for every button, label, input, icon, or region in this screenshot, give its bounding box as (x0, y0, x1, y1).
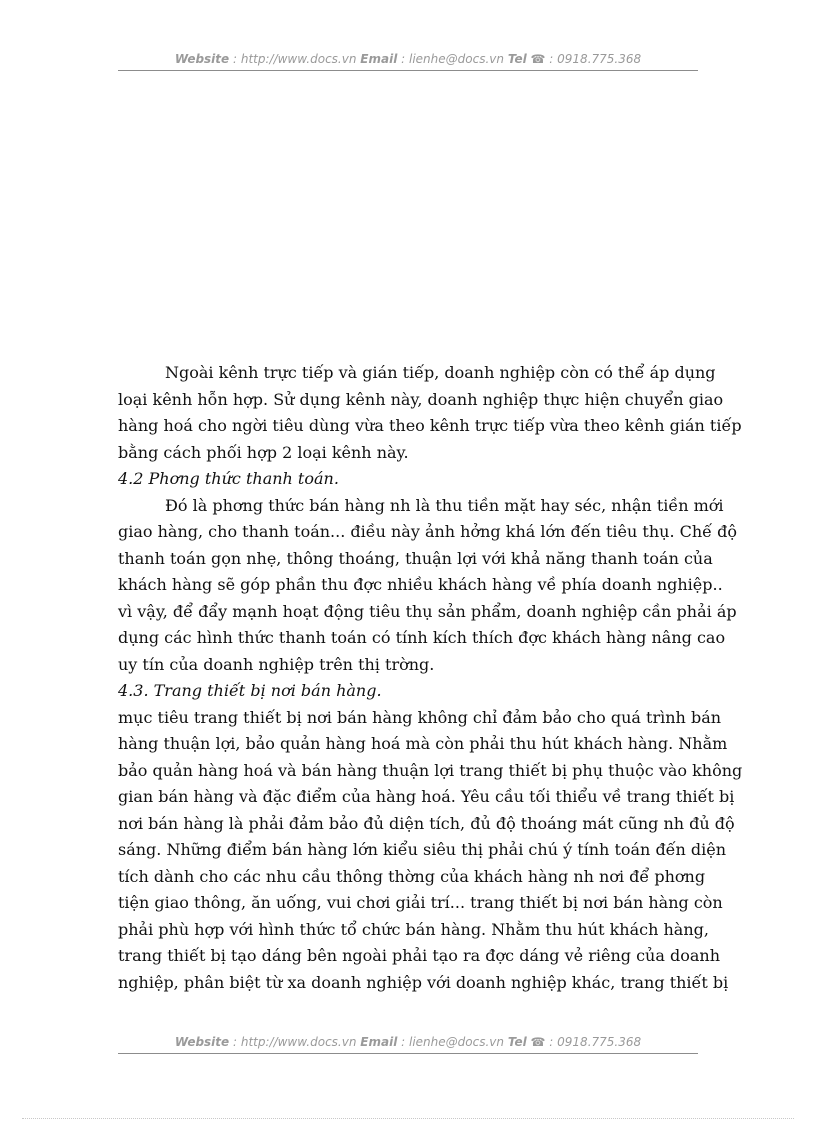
text-line: uy tín của doanh nghiệp trên thị trờng. (118, 654, 435, 674)
text-line: sáng. Những điểm bán hàng lớn kiểu siêu thị phải chú ý tính toán đến diện (118, 840, 727, 859)
text-line: tích dành cho các nhu cầu thông thờng của khách hàng nh nơi để phơng (118, 866, 706, 886)
text-line: giao hàng, cho thanh toán... điều này ảnh hởng khá lớn đến tiêu thụ. Chế độ (118, 522, 737, 541)
text-line: phải phù hợp với hình thức tổ chức bán hàng. Nhằm thu hút khách hàng, (118, 919, 709, 939)
text-line: dụng các hình thức thanh toán có tính kích thích đợc khách hàng nâng cao (118, 628, 726, 647)
header-divider (118, 70, 698, 71)
footer-website-label: Website (174, 1035, 230, 1049)
paragraph-equipment (118, 705, 743, 997)
text-line: bằng cách phối hợp 2 loại kênh này. (118, 442, 409, 462)
text-line: khách hàng sẽ góp phần thu đợc nhiều khách hàng về phía doanh nghiệp.. (118, 575, 723, 594)
page-footer (118, 1035, 698, 1049)
text-line: trang thiết bị tạo dáng bên ngoài phải tạo ra đợc dáng vẻ riêng của doanh (118, 946, 720, 965)
text-line: mục tiêu trang thiết bị nơi bán hàng không chỉ đảm bảo cho quá trình bán (118, 707, 722, 727)
header-tel-number: ☎ : 0918.775.368 (530, 52, 642, 66)
text-line: thanh toán gọn nhẹ, thông thoáng, thuận lợi với khả năng thanh toán của (118, 548, 713, 568)
footer-email-label: Email (360, 1035, 398, 1049)
section-heading-payment: 4.2 Phơng thức thanh toán. (118, 469, 339, 488)
paragraph-mixed-channel (118, 360, 742, 466)
header-email-label: Email (360, 52, 398, 66)
text-line: bảo quản hàng hoá và bán hàng thuận lợi trang thiết bị phụ thuộc vào không (118, 760, 743, 780)
text-line: nghiệp, phân biệt từ xa doanh nghiệp với doanh nghiệp khác, trang thiết bị (118, 972, 729, 992)
section-heading-equipment: 4.3. Trang thiết bị nơi bán hàng. (118, 681, 382, 700)
header-website-label: Website (174, 52, 230, 66)
text-line: Đó là phơng thức bán hàng nh là thu tiền mặt hay séc, nhận tiền mới (165, 495, 724, 515)
text-line: Ngoài kênh trực tiếp và gián tiếp, doanh nghiệp còn có thể áp dụng (165, 363, 716, 382)
text-line: nơi bán hàng là phải đảm bảo đủ diện tích, đủ độ thoáng mát cũng nh đủ độ (118, 813, 735, 833)
paragraph-payment (118, 493, 737, 679)
header-email-address[interactable]: : lienhe@docs.vn (401, 52, 504, 66)
document-body (118, 360, 743, 996)
header-website-url[interactable]: : http://www.docs.vn (233, 52, 357, 66)
text-line: hàng hoá cho ngời tiêu dùng vừa theo kênh trực tiếp vừa theo kênh gián tiếp (118, 416, 742, 435)
page-bottom-border (22, 1118, 794, 1119)
header-tel-label: Tel (507, 52, 527, 66)
text-line: hàng thuận lợi, bảo quản hàng hoá mà còn phải thu hút khách hàng. Nhằm (118, 734, 728, 753)
text-line: gian bán hàng và đặc điểm của hàng hoá. Yêu cầu tối thiểu về trang thiết bị (118, 787, 735, 806)
footer-website-url[interactable]: : http://www.docs.vn (233, 1035, 357, 1049)
footer-divider (118, 1053, 698, 1054)
page-header (118, 52, 698, 66)
footer-tel-number: ☎ : 0918.775.368 (530, 1035, 642, 1049)
footer-email-address[interactable]: : lienhe@docs.vn (401, 1035, 504, 1049)
text-line: vì vậy, để đẩy mạnh hoạt động tiêu thụ sản phẩm, doanh nghiệp cần phải áp (118, 601, 737, 621)
footer-tel-label: Tel (507, 1035, 527, 1049)
text-line: tiện giao thông, ăn uống, vui chơi giải trí... trang thiết bị nơi bán hàng còn (118, 893, 723, 912)
text-line: loại kênh hỗn hợp. Sử dụng kênh này, doanh nghiệp thực hiện chuyển giao (118, 389, 724, 409)
